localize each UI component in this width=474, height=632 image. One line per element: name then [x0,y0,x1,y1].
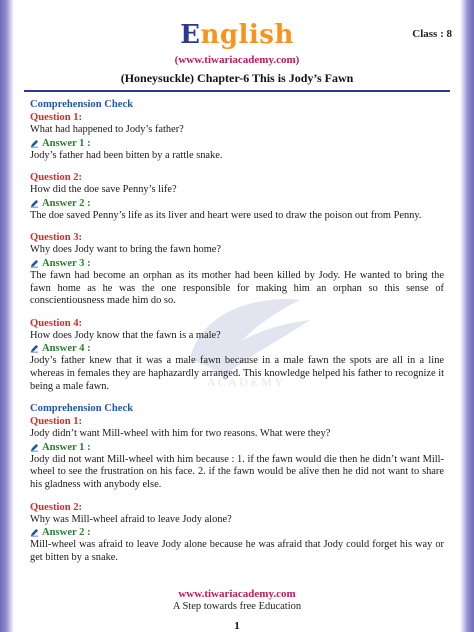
footer-website[interactable]: www.tiwariacademy.com [178,588,296,600]
pencil-icon [30,139,39,148]
answer-label: Answer 2 : [42,197,91,209]
question-label: Question 4: [30,317,83,329]
pencil-icon [30,528,39,537]
title-rest: nglish [200,20,294,50]
question-text: Why does Jody want to bring the fawn home? [30,244,222,256]
title-initial: E [180,20,201,50]
section-heading: Comprehension Check [30,99,134,110]
watermark-text: A C A D E M Y [206,375,284,389]
answer-text: Jody did not want Mill-wheel with him because : 1. if the fawn would die then he didn’t want Mill-wheel to see the frustration on his face. 2. if the fawn would be alive then he did not want to share his gladness with anybody else. [30,453,444,490]
answer-text: The doe saved Penny’s life as its liver and heart were used to draw the poison out from Penny. [30,209,422,221]
question-label: Question 2: [30,501,83,513]
answer-label: Answer 2 : [42,527,91,539]
answer-label: Answer 1 : [42,441,91,453]
header-website[interactable]: (www.tiwariacademy.com) [174,54,300,66]
page-header [0,0,474,92]
question-text: Jody didn’t want Mill-wheel with him for two reasons. What were they? [30,428,331,440]
answer-label-row [30,342,444,355]
answer-label: Answer 1 : [42,137,91,149]
answer-label-row [30,197,444,210]
answer-label-row [30,526,444,539]
page-number: 1 [234,620,240,632]
answer-label: Answer 4 : [42,343,91,355]
header-divider [24,90,450,92]
question-label: Question 3: [30,232,83,244]
question-text: What had happened to Jody’s father? [30,124,184,135]
qa-content [30,98,444,564]
answer-label: Answer 3 : [42,257,91,269]
answer-label-row [30,441,444,454]
section-heading: Comprehension Check [30,403,134,415]
question-label: Question 2: [30,172,83,184]
question-text: How did the doe save Penny’s life? [30,184,177,196]
class-label: Class : 8 [412,28,452,40]
answer-text: The fawn had become an orphan as its mother had been killed by Jody. He wanted to bring the fawn home as he was the one responsible for making him an orphan so this sense of conscientiousness made him do so. [30,269,444,307]
question-label: Question 1: [30,112,83,123]
page-title [0,20,474,50]
footer-tagline: A Step towards free Education [172,601,302,612]
pencil-icon [30,259,39,268]
question-text: How does Jody know that the fawn is a male? [30,329,221,341]
answer-text: Jody’s father knew that it was a male fawn because in a male fawn the spots are all in a line whereas in females they are haphazardly arranged. This knowledge helped his father to recognize it being a male fawn. [30,355,444,392]
pencil-icon [30,199,39,208]
pencil-icon [30,344,39,353]
chapter-title: (Honeysuckle) Chapter-6 This is Jody’s Fawn [120,71,354,85]
answer-text: Mill-wheel was afraid to leave Jody alone because he was afraid that Jody could forget his way or get bitten by a snake. [30,539,444,563]
pencil-icon [30,443,39,452]
answer-text: Jody’s father had been bitten by a rattle snake. [30,149,223,161]
answer-label-row [30,137,444,150]
question-label: Question 1: [30,416,83,428]
question-text: Why was Mill-wheel afraid to leave Jody alone? [30,513,232,525]
answer-label-row [30,257,444,270]
